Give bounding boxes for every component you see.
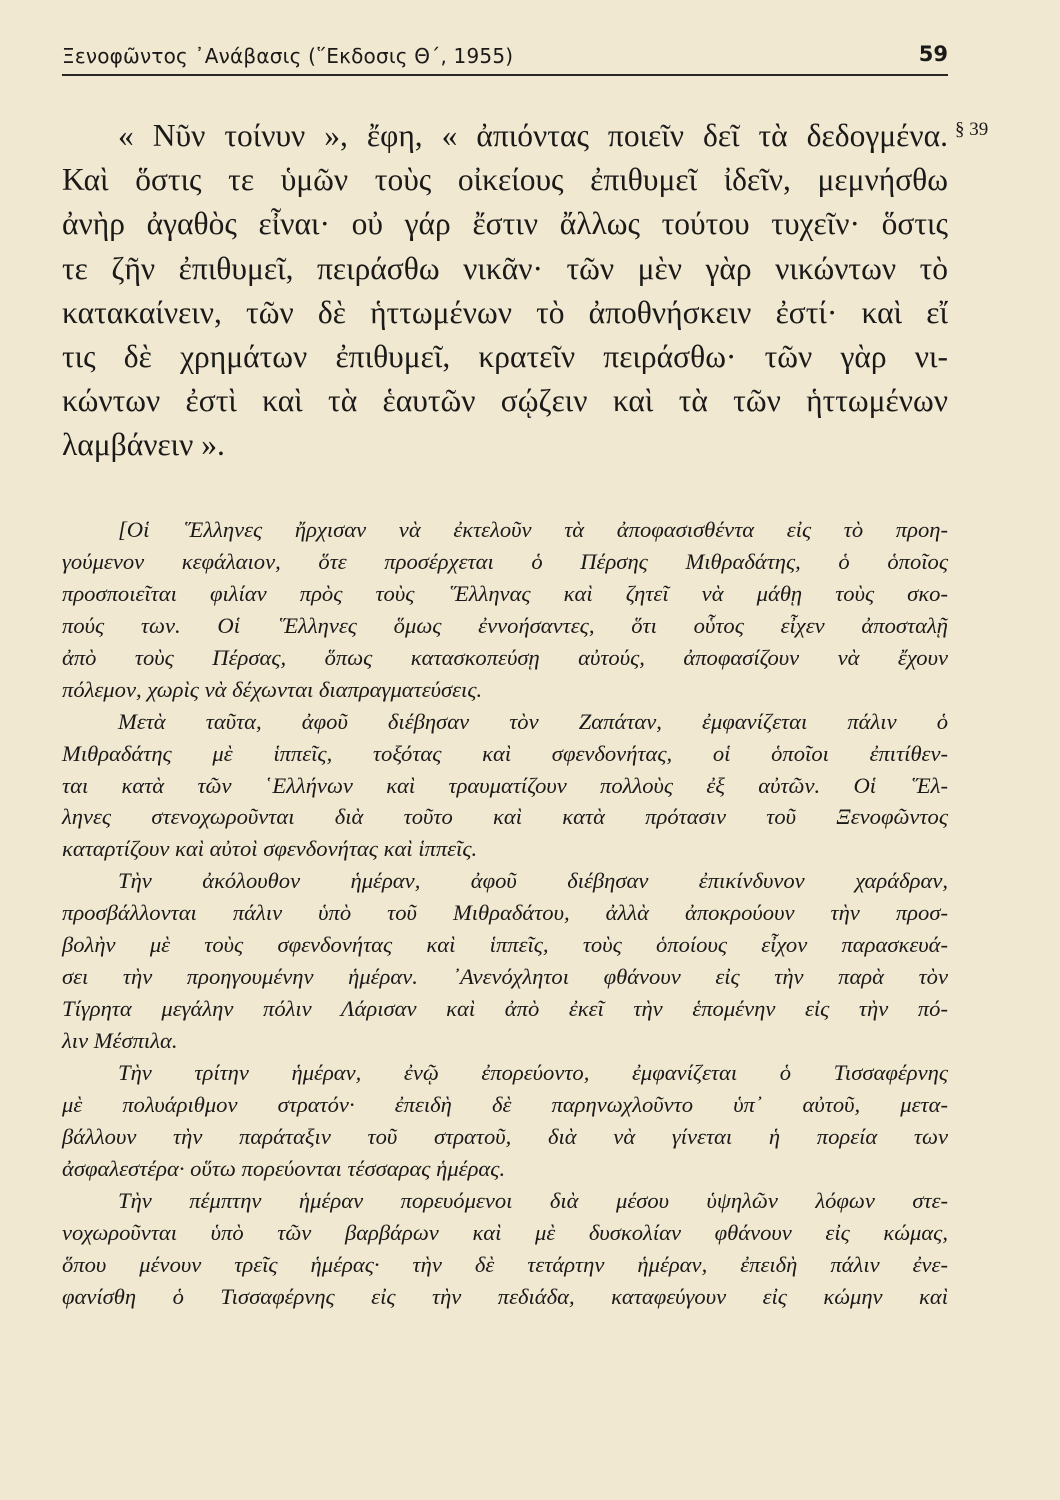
ancient-greek-text (62, 114, 948, 468)
commentary-line: [Οἱ ῞Ελληνες ἤρχισαν νὰ ἐκτελοῦν τὰ ἀποφασισθέντα εἰς τὸ προη- (118, 517, 948, 542)
commentary-line: προσποιεῖται φιλίαν πρὸς τοὺς ῞Ελληνας καὶ ζητεῖ νὰ μάθῃ τοὺς σκο- (62, 580, 948, 606)
commentary-line: λιν Μέσπιλα. (62, 1028, 178, 1053)
commentary-line: Τὴν πέμπτην ἡμέραν πορευόμενοι διὰ μέσου ὑψηλῶν λόφων στε- (118, 1187, 948, 1213)
commentary-line: Τίγρητα μεγάλην πόλιν Λάρισαν καὶ ἀπὸ ἐκεῖ τὴν ἑπομένην εἰς τὴν πό- (62, 996, 948, 1022)
commentary-line: Τὴν ἀκόλουθον ἡμέραν, ἀφοῦ διέβησαν ἐπικίνδυνον χαράδραν, (118, 868, 948, 894)
commentary-line: πόλεμον, χωρὶς νὰ δέχωνται διαπραγματεύσεις. (62, 676, 483, 702)
commentary-line: ἀπὸ τοὺς Πέρσας, ὅπως κατασκοπεύσῃ αὐτούς, ἀποφασίζουν νὰ ἔχουν (62, 644, 948, 670)
text-line: Καὶ ὅστις τε ὑμῶν τοὺς οἰκείους ἐπιθυμεῖ ἰδεῖν, μεμνήσθω (62, 162, 948, 198)
commentary-line: ληνες στενοχωροῦνται διὰ τοῦτο καὶ κατὰ πρότασιν τοῦ Ξενοφῶντος (62, 804, 948, 830)
text-line: κώντων ἐστὶ καὶ τὰ ἑαυτῶν σῴζειν καὶ τὰ τῶν ἡττωμένων (62, 383, 948, 419)
commentary-line: ται κατὰ τῶν ῾Ελλήνων καὶ τραυματίζουν πολλοὺς ἐξ αὐτῶν. Οἱ ῞Ελ- (62, 772, 948, 798)
running-title: Ξενοφῶντος ᾿Ανάβασις (῞Εκδοσις Θ΄, 1955) (62, 44, 514, 68)
commentary-line: προσβάλλονται πάλιν ὑπὸ τοῦ Μιθραδάτου, ἀλλὰ ἀποκρούουν τὴν προσ- (62, 900, 948, 926)
page-number: 59 (918, 42, 948, 66)
commentary-line: βολὴν μὲ τοὺς σφενδονήτας καὶ ἱππεῖς, τοὺς ὁποίους εἶχον παρασκευά- (62, 932, 948, 958)
commentary-line: καταρτίζουν καὶ αὐτοὶ σφενδονήτας καὶ ἱππεῖς. (62, 836, 478, 862)
commentary-line: Τὴν τρίτην ἡμέραν, ἐνῷ ἐπορεύοντο, ἐμφανίζεται ὁ Τισσαφέρνης (118, 1059, 948, 1085)
text-line: τε ζῆν ἐπιθυμεῖ, πειράσθω νικᾶν· τῶν μὲν γὰρ νικώντων τὸ (62, 250, 948, 286)
commentary-line: φανίσθη ὁ Τισσαφέρνης εἰς τὴν πεδιάδα, καταφεύγουν εἰς κώμην καὶ (62, 1283, 948, 1309)
text-line: « Νῦν τοίνυν », ἔφη, « ἀπιόντας ποιεῖν δεῖ τὰ δεδογμένα. (118, 118, 948, 153)
commentary-line: σει τὴν προηγουμένην ἡμέραν. ᾿Ανενόχλητοι φθάνουν εἰς τὴν παρὰ τὸν (62, 964, 948, 990)
modern-greek-commentary (62, 514, 948, 1312)
commentary-line: μὲ πολυάριθμον στρατόν· ἐπειδὴ δὲ παρηνωχλοῦντο ὑπ᾿ αὐτοῦ, μετα- (62, 1091, 948, 1117)
commentary-line: ὅπου μένουν τρεῖς ἡμέρας· τὴν δὲ τετάρτην ἡμέραν, ἐπειδὴ πάλιν ἐνε- (62, 1251, 948, 1277)
commentary-line: ἀσφαλεστέρα· οὕτω πορεύονται τέσσαρας ἡμέρας. (62, 1155, 506, 1181)
commentary-line: πούς των. Οἱ ῞Ελληνες ὅμως ἐννοήσαντες, ὅτι οὗτος εἶχεν ἀποσταλῇ (62, 612, 948, 638)
text-line: τις δὲ χρημάτων ἐπιθυμεῖ, κρατεῖν πειράσθω· τῶν γὰρ νι- (62, 338, 948, 374)
commentary-line: γούμενον κεφάλαιον, ὅτε προσέρχεται ὁ Πέρσης Μιθραδάτης, ὁ ὁποῖος (62, 548, 948, 574)
text-line: κατακαίνειν, τῶν δὲ ἡττωμένων τὸ ἀποθνήσκειν ἐστί· καὶ εἴ (62, 294, 948, 330)
commentary-line: Μιθραδάτης μὲ ἱππεῖς, τοξότας καὶ σφενδονήτας, οἱ ὁποῖοι ἐπιτίθεν- (62, 740, 948, 766)
text-line: λαμβάνειν ». (62, 427, 225, 463)
section-marker: § 39 (955, 119, 989, 140)
running-header (62, 40, 948, 76)
commentary-line: νοχωροῦνται ὑπὸ τῶν βαρβάρων καὶ μὲ δυσκολίαν φθάνουν εἰς κώμας, (62, 1219, 948, 1245)
commentary-line: βάλλουν τὴν παράταξιν τοῦ στρατοῦ, διὰ νὰ γίνεται ἡ πορεία των (62, 1123, 948, 1149)
text-line: ἀνὴρ ἀγαθὸς εἶναι· οὐ γάρ ἔστιν ἄλλως τούτου τυχεῖν· ὅστις (62, 206, 948, 242)
commentary-line: Μετὰ ταῦτα, ἀφοῦ διέβησαν τὸν Ζαπάταν, ἐμφανίζεται πάλιν ὁ (118, 708, 948, 734)
